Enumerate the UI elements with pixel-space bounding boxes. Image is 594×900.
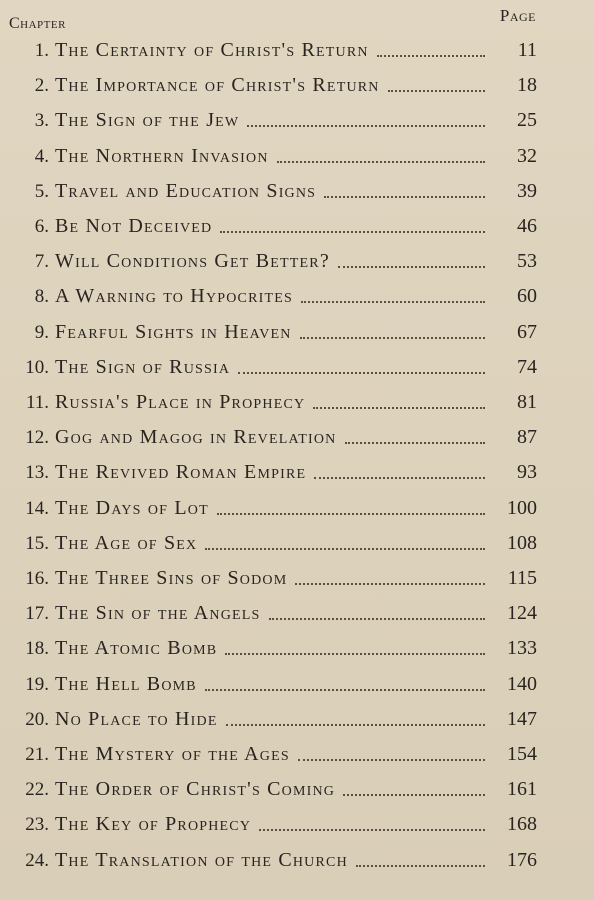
toc-entry xyxy=(0,701,594,731)
page-number: 11 xyxy=(517,39,537,61)
chapter-number: 23. xyxy=(25,814,49,836)
chapter-number: 8. xyxy=(34,286,49,308)
page-number: 147 xyxy=(507,707,537,730)
chapter-title: The Key of Prophecy xyxy=(55,813,252,836)
toc-entry xyxy=(0,771,594,801)
chapter-number: 17. xyxy=(25,603,49,625)
chapter-number: 3. xyxy=(34,110,49,132)
page-number: 18 xyxy=(517,74,537,97)
chapter-title: No Place to Hide xyxy=(55,707,218,730)
chapter-number: 20. xyxy=(25,708,49,730)
toc-entry xyxy=(0,736,594,766)
chapter-number: 15. xyxy=(25,532,49,554)
chapter-number: 12. xyxy=(25,427,49,449)
chapter-number: 2. xyxy=(34,75,49,97)
chapter-title: The Sin of the Angels xyxy=(55,602,261,625)
chapter-number: 4. xyxy=(34,145,49,167)
toc-entry xyxy=(0,173,594,203)
chapter-title: The Three Sins of Sodom xyxy=(55,567,288,589)
toc-entry xyxy=(0,560,594,590)
chapter-title: The Revived Roman Empire xyxy=(55,461,307,484)
dot-leader xyxy=(217,513,485,515)
page-number: 100 xyxy=(507,496,537,519)
toc-entry xyxy=(0,32,594,62)
chapter-title: Will Conditions Get Better? xyxy=(55,250,330,273)
dot-leader xyxy=(343,794,485,796)
chapter-number: 21. xyxy=(25,744,49,765)
toc-entry xyxy=(0,67,594,97)
dot-leader xyxy=(301,301,485,303)
dot-leader xyxy=(388,90,485,92)
toc-entry xyxy=(0,243,594,273)
chapter-number: 1. xyxy=(34,40,49,61)
toc-entry xyxy=(0,666,594,696)
chapter-column-heading: Chapter xyxy=(9,15,66,32)
page-number: 53 xyxy=(517,250,537,273)
dot-leader xyxy=(345,442,486,444)
chapter-title: The Mystery of the Ages xyxy=(55,743,290,765)
chapter-title: Be Not Deceived xyxy=(55,215,213,237)
chapter-title: Fearful Sights in Heaven xyxy=(55,320,292,343)
chapter-number: 13. xyxy=(25,462,49,484)
dot-leader xyxy=(324,196,485,198)
page-number: 124 xyxy=(507,602,537,625)
page-column-heading: Page xyxy=(499,6,536,25)
page-number: 154 xyxy=(507,743,537,765)
toc-entry xyxy=(0,314,594,344)
page-number: 93 xyxy=(517,461,537,484)
dot-leader xyxy=(225,653,485,655)
toc-entry xyxy=(0,595,594,625)
page-number: 168 xyxy=(507,813,537,836)
page-number: 46 xyxy=(517,215,537,237)
dot-leader xyxy=(295,583,485,585)
chapter-number: 10. xyxy=(25,356,49,378)
dot-leader xyxy=(220,231,485,233)
toc-entry xyxy=(0,842,594,872)
chapter-title: The Importance of Christ's Return xyxy=(55,74,380,97)
chapter-title: Gog and Magog in Revelation xyxy=(55,426,337,449)
chapter-title: A Warning to Hypocrites xyxy=(55,285,293,308)
chapter-title: Russia's Place in Prophecy xyxy=(55,391,306,413)
page-number: 133 xyxy=(507,637,537,660)
chapter-title: The Sign of Russia xyxy=(55,355,231,378)
chapter-number: 19. xyxy=(25,673,49,695)
toc-entry xyxy=(0,630,594,660)
dot-leader xyxy=(247,125,485,127)
chapter-number: 18. xyxy=(25,638,49,660)
dot-leader xyxy=(377,55,485,57)
toc-entry xyxy=(0,806,594,836)
dot-leader xyxy=(259,829,485,831)
page-number: 60 xyxy=(517,285,537,308)
dot-leader xyxy=(238,372,485,374)
chapter-number: 16. xyxy=(25,568,49,589)
toc-entry xyxy=(0,138,594,168)
dot-leader xyxy=(205,548,485,550)
page-number: 25 xyxy=(517,109,537,132)
dot-leader xyxy=(314,477,485,479)
chapter-title: The Hell Bomb xyxy=(55,672,197,695)
dot-leader xyxy=(269,618,485,620)
chapter-number: 5. xyxy=(34,180,49,202)
toc-entry xyxy=(0,278,594,308)
dot-leader xyxy=(356,865,485,867)
page-number: 108 xyxy=(507,531,537,554)
page-number: 67 xyxy=(517,320,537,343)
chapter-number: 6. xyxy=(34,216,49,237)
toc-entry xyxy=(0,384,594,414)
chapter-title: The Order of Christ's Coming xyxy=(55,778,336,801)
chapter-title: The Certainty of Christ's Return xyxy=(55,39,369,61)
toc-entry xyxy=(0,349,594,379)
chapter-title: Travel and Education Signs xyxy=(55,179,317,202)
toc-entry xyxy=(0,102,594,132)
dot-leader xyxy=(277,161,485,163)
chapter-title: The Sign of the Jew xyxy=(55,109,240,132)
dot-leader xyxy=(205,689,485,691)
page-number: 140 xyxy=(507,672,537,695)
toc-entry xyxy=(0,419,594,449)
page-number: 81 xyxy=(517,391,537,413)
chapter-number: 11. xyxy=(25,392,49,413)
page-number: 74 xyxy=(517,355,537,378)
page-number: 161 xyxy=(507,778,537,801)
dot-leader xyxy=(226,724,485,726)
dot-leader xyxy=(298,759,485,761)
chapter-number: 7. xyxy=(34,251,49,273)
chapter-title: The Age of Sex xyxy=(55,531,198,554)
page-number: 39 xyxy=(517,179,537,202)
chapter-title: The Atomic Bomb xyxy=(55,637,218,660)
page-number: 87 xyxy=(517,426,537,449)
toc-entry xyxy=(0,454,594,484)
chapter-title: The Days of Lot xyxy=(55,496,209,519)
toc-entry xyxy=(0,208,594,238)
toc-entry xyxy=(0,525,594,555)
page-number: 115 xyxy=(507,567,537,589)
dot-leader xyxy=(300,337,485,339)
chapter-title: The Translation of the Church xyxy=(55,848,348,871)
chapter-number: 24. xyxy=(25,849,49,871)
dot-leader xyxy=(313,407,485,409)
chapter-number: 9. xyxy=(34,321,49,343)
toc-entry xyxy=(0,490,594,520)
page-number: 32 xyxy=(517,144,537,167)
chapter-number: 14. xyxy=(25,497,49,519)
chapter-number: 22. xyxy=(25,779,49,801)
page-number: 176 xyxy=(507,848,537,871)
chapter-title: The Northern Invasion xyxy=(55,144,269,167)
dot-leader xyxy=(338,266,485,268)
